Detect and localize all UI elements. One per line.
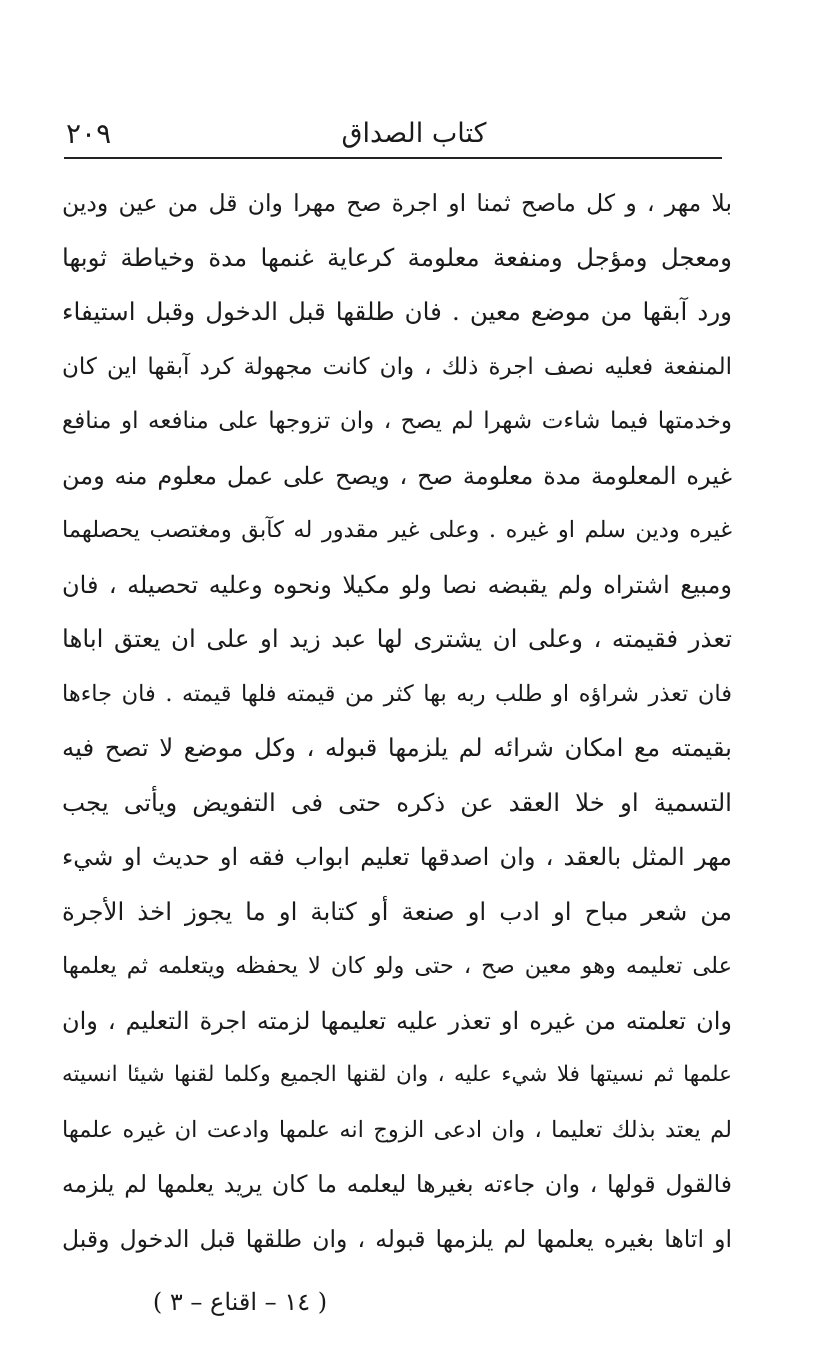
text-line: وان تعلمته من غيره او تعذر عليه تعليمها لزمته اجرة التعليم ، وان xyxy=(62,1006,732,1035)
text-line: علمها ثم نسيتها فلا شيء عليه ، وان لقنها الجميع وكلما لقنها شيئا انسيته xyxy=(62,1062,732,1087)
text-line: من شعر مباح او ادب او صنعة أو كتابة او ما يجوز اخذ الأجرة xyxy=(62,896,732,926)
text-line: لم يعتد بذلك تعليما ، وان ادعى الزوج انه علمها وادعت ان غيره علمها xyxy=(62,1116,732,1143)
text-line: فان تعذر شراؤه او طلب ربه بها كثر من قيمته فلها قيمته . فان جاءها xyxy=(62,680,732,707)
text-line: ومعجل ومؤجل ومنفعة معلومة كرعاية غنمها مدة وخياطة ثوبها xyxy=(62,242,732,272)
text-line: بلا مهر ، و كل ماصح ثمنا او اجرة صح مهرا وان قل من عين ودين xyxy=(62,189,732,217)
text-line: غيره ودين سلم او غيره . وعلى غير مقدور له كآبق ومغتصب يحصلهما xyxy=(62,517,732,543)
text-line: فالقول قولها ، وان جاءته بغيرها ليعلمه ما كان يريد يعلمها لم يلزمه xyxy=(62,1170,732,1198)
body-text xyxy=(62,176,732,1266)
running-head xyxy=(66,112,722,156)
page-number: ٢٠٩ xyxy=(66,117,112,150)
printer-signature: ( ١٤ – اقناع – ٣ ) xyxy=(152,1288,328,1316)
text-line: وخدمتها فيما شاءت شهرا لم يصح ، وان تزوجها على منافعه او منافع xyxy=(62,408,732,434)
text-line: ورد آبقها من موضع معين . فان طلقها قبل الدخول وقبل استيفاء xyxy=(62,297,732,326)
text-line: بقيمته مع امكان شرائه لم يلزمها قبوله ، وكل موضع لا تصح فيه xyxy=(62,733,732,762)
text-line: على تعليمه وهو معين صح ، حتى ولو كان لا يحفظه ويتعلمه ثم يعلمها xyxy=(62,953,732,979)
text-line: ومبيع اشتراه ولم يقبضه نصا ولو مكيلا ونحوه وعليه تحصيله ، فان xyxy=(62,570,732,599)
header-rule xyxy=(64,157,722,159)
text-line: التسمية او خلا العقد عن ذكره حتى فى التفويض ويأتى يجب xyxy=(62,787,732,817)
chapter-title: كتاب الصداق xyxy=(341,118,487,149)
text-line: غيره المعلومة مدة معلومة صح ، ويصح على عمل معلوم منه ومن xyxy=(62,461,732,490)
text-line: المنفعة فعليه نصف اجرة ذلك ، وان كانت مجهولة كرد آبقها اين كان xyxy=(62,353,732,380)
text-line: تعذر فقيمته ، وعلى ان يشترى لها عبد زيد او على ان يعتق اباها xyxy=(62,624,732,653)
text-line: او اتاها بغيره يعلمها لم يلزمها قبوله ، وان طلقها قبل الدخول وقبل xyxy=(62,1224,732,1253)
text-line: مهر المثل بالعقد ، وان اصدقها تعليم ابواب فقه او حديث او شيء xyxy=(62,843,732,871)
